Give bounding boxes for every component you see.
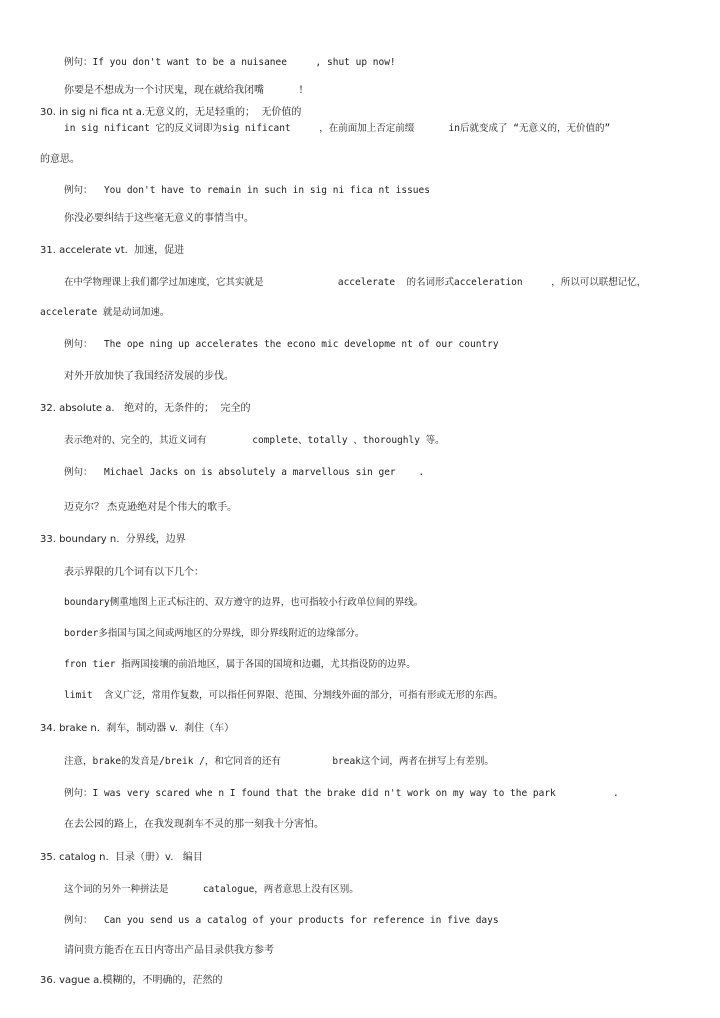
- example-sentence: 例句： You don't have to remain in such in sig ni fica nt issues: [64, 185, 430, 196]
- example-sentence: 例句： The ope ning up accelerates the econo mic developme nt of our country: [64, 339, 499, 350]
- explanation-cont: 的意思。: [40, 154, 80, 165]
- translation: 你没必要纠结于这些毫无意义的事情当中。: [64, 213, 254, 224]
- explanation-cont: accelerate 就是动词加速。: [40, 307, 170, 318]
- entry-heading-35: 35. catalog n. 目录（册）v. 编目: [40, 852, 203, 863]
- explanation: border多指国与国之间或两地区的分界线，即分界线附近的边缘部分。: [64, 628, 365, 639]
- translation: 迈克尔？ 杰克逊绝对是个伟大的歌手。: [64, 502, 238, 513]
- example-sentence: 例句：I was very scared whe n I found that the brake did n't work on my way to the park .: [64, 788, 619, 799]
- entry-heading-34: 34. brake n. 刹车，制动器 v. 刹住（车）: [40, 723, 235, 734]
- explanation: fron tier 指两国接壤的前沿地区，属于各国的国境和边疆，尤其指设防的边界。: [64, 659, 416, 670]
- explanation: 这个词的另外一种拼法是 catalogue，两者意思上没有区别。: [64, 884, 359, 895]
- example-sentence: 例句： Michael Jacks on is absolutely a marvellous sin ger .: [64, 467, 425, 478]
- explanation: 在中学物理课上我们都学过加速度，它其实就是 accelerate 的名词形式acceleration ，所以可以联想记忆，: [64, 277, 647, 288]
- entry-heading-32: 32. absolute a. 绝对的，无条件的； 完全的: [40, 403, 251, 414]
- translation: 对外开放加快了我国经济发展的步伐。: [64, 371, 234, 382]
- explanation: boundary侧重地图上正式标注的、双方遵守的边界，也可指较小行政单位间的界线。: [64, 597, 424, 608]
- explanation: limit 含义广泛，常用作复数，可以指任何界限、范围、分割线外面的部分，可指有形或无形的东西。: [64, 690, 504, 701]
- translation: 你要是不想成为一个讨厌鬼，现在就给我闭嘴 !: [64, 85, 303, 96]
- translation: 请问贵方能否在五日内寄出产品目录供我方参考: [64, 945, 274, 956]
- translation: 在去公园的路上，在我发现刹车不灵的那一刻我十分害怕。: [64, 819, 324, 830]
- explanation: 表示界限的几个词有以下几个：: [64, 567, 204, 578]
- entry-heading-30: 30. in sig ni fica nt a.无意义的，无足轻重的； 无价值的: [40, 107, 302, 118]
- entry-heading-31: 31. accelerate vt. 加速，促进: [40, 245, 185, 256]
- entry-heading-36: 36. vague a.模糊的，不明确的，茫然的: [40, 975, 223, 986]
- explanation: in sig nificant 它的反义词即为sig nificant ，在前面加上否定前缀 in后就变成了 “无意义的，无价值的”: [64, 123, 611, 134]
- entry-heading-33: 33. boundary n. 分界线，边界: [40, 534, 186, 545]
- explanation: 表示绝对的、完全的，其近义词有 complete、totally 、thoroughly 等。: [64, 435, 445, 446]
- example-sentence: 例句：If you don't want to be a nuisanee , shut up now!: [64, 57, 396, 68]
- explanation: 注意，brake的发音是/breik /，和它同音的还有 break这个词，两者在拼写上有差别。: [64, 756, 494, 767]
- example-sentence: 例句： Can you send us a catalog of your products for reference in five days: [64, 915, 499, 926]
